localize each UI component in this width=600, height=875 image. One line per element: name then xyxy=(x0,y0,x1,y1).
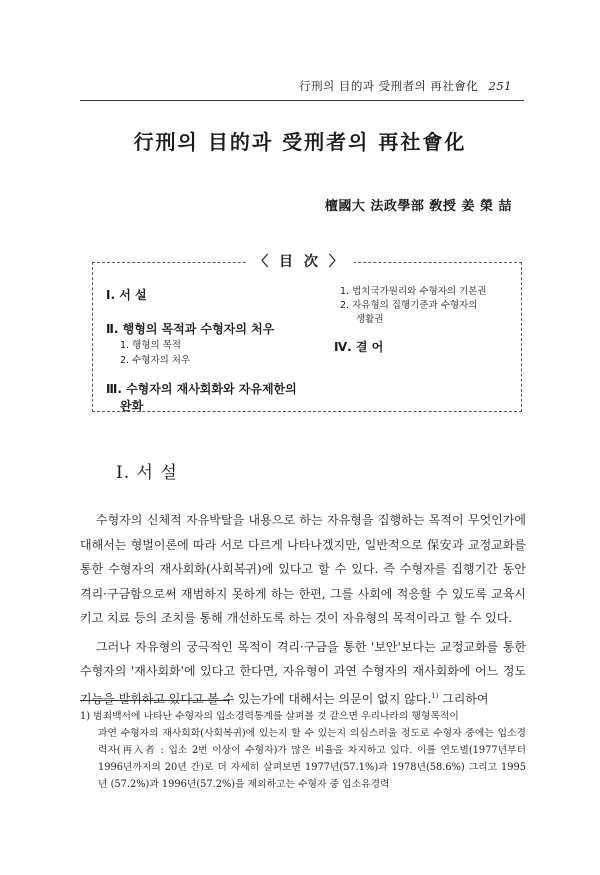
toc-subitem: 2. 자유형의 집행기준과 수형자의 xyxy=(340,300,478,311)
header-rule xyxy=(80,100,524,101)
toc-item: Ⅰ. 서 설 xyxy=(106,288,147,302)
toc-item: Ⅳ. 결 어 xyxy=(334,340,384,354)
footnote-rule xyxy=(80,700,230,701)
footnote-body: 과연 수형자의 재사회화(사회복귀)에 있는지 할 수 있는지 의심스러울 정도로 수형자 중에는 입소경력자(再入者 : 입소 2번 이상이 수형자)가 많은 비율을 차지하고 있다. 이를 연도별(1977년부터 1996년까지의 20년 간)로 더 자세히 살펴보면 1977년(57.1%)과 1978년(58.6%) 그리고 1995년 (57.2%)과 1996년(57.2%)을 제외하고는 수형자 중 입소유경력 xyxy=(98,728,526,790)
toc-left-column xyxy=(106,287,306,415)
running-header xyxy=(299,78,512,94)
page-number: 251 xyxy=(488,79,512,93)
paragraph-text: 그리하여 xyxy=(438,691,489,706)
toc-item: Ⅱ. 행형의 목적과 수형자의 처우 xyxy=(106,322,275,336)
footnote-first-line: 1) 범죄백서에 나타난 수형자의 입소경력통계를 살펴볼 것 같으면 우리나라의 행형목적이 xyxy=(80,711,459,722)
paragraph-text: 그러나 자유형의 궁극적인 목적이 격리·구금을 통한 '보안'보다는 교정교화를 통한 수형자의 '재사회화'에 있다고 한다면, 자유형이 과연 수형자의 재사회화에 어느 정도 기능을 발휘하고 있다고 볼 수 있는가에 대해서는 의문이 없지 않다. xyxy=(80,639,526,706)
section-heading: Ⅰ. 서 설 xyxy=(116,463,178,483)
toc-right-column xyxy=(334,286,530,356)
body-text xyxy=(80,508,526,711)
paragraph: 수형자의 신체적 자유박탈을 내용으로 하는 자유형을 집행하는 목적이 무엇인가에 대해서는 형벌이론에 따라 서로 다르게 나타나겠지만, 일반적으로 保安과 교정교화를 통한 수형자의 재사회화(사회복귀)에 있다고 할 수 있다. 즉 수형자를 집행기간 동안 격리·구금함으로써 재범하지 못하게 하는 한편, 그를 사회에 적응할 수 있도록 교육시키고 치료 등의 조치를 통해 개선하도록 하는 것이 자유형의 목적이라고 할 수 있다. xyxy=(80,513,526,625)
toc-item: Ⅲ. 수형자의 재사회화와 자유제한의 xyxy=(106,382,297,396)
footnote-marker: 1) xyxy=(431,691,439,700)
toc-subitem: 1. 행형의 목적 xyxy=(120,340,181,351)
toc-subitem: 1. 법치국가원리와 수형자의 기본권 xyxy=(340,286,487,297)
toc-subitem: 2. 수형자의 처우 xyxy=(120,355,191,366)
paper-title: 行刑의 目的과 受刑者의 再社會化 xyxy=(133,130,467,154)
footnote xyxy=(80,708,526,793)
toc-heading xyxy=(0,251,600,271)
toc-subitem-continued: 생활권 xyxy=(356,314,384,325)
author-line: 檀國大 法政學部 敎授 姜 榮 喆 xyxy=(324,199,512,214)
toc-heading-text: 〈 目 次 〉 xyxy=(246,254,354,270)
running-header-title: 行刑의 目的과 受刑者의 再社會化 xyxy=(299,79,479,93)
toc-item-continued: 완화 xyxy=(120,399,144,413)
